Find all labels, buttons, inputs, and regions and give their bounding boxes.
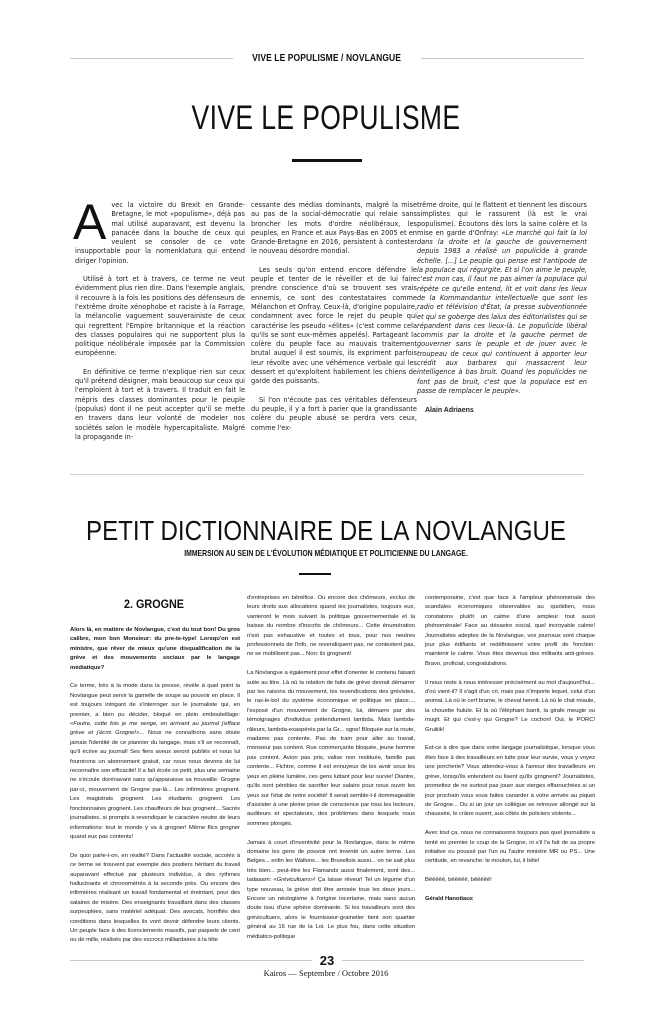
article2-text: Jamais à court d'inventivité pour la Novlangue, dans le même domaine les gens de pouvoir ont inventé un autre terme. Les Belges... enfin les Wallons... les Bruxellois aussi... on ne sait plus très bien... peut-être les Flamands aussi finalement, sont des... tadaaam:	[247, 839, 415, 884]
footer-rule-left	[70, 960, 312, 961]
article2-paragraph: d'entreprises en bénéfice. Ou encore des chômeurs, exclus de leurs droits aux allocations quand les journalistes, toujours eux, vanteront le mois suivant la politique gouvernementale et la baisse du nombre d'inscrits de chômeurs... Cette énumération n'est pas exhaustive et toutes et tous, pour nos neutres professionnels de l'info, ne revendiquent pas, ne contestent pas, ne se mobilisent pas... Non: ils grognent!	[247, 595, 415, 658]
article1-paragraph: cessante des médias dominants, malgré la mise au pas de la social-démocratie qui relaie sans broncher les mots d'ordre néolibéraux, les peuples, en France et aux Pays-Bas en 2005 et en Grande-Bretagne en 2016, persistent à contester le nouveau désordre mondial.	[251, 201, 417, 256]
kicker-label: VIVE LE POPULISME / NOVLANGUE	[252, 52, 402, 64]
article1-column-2	[251, 201, 417, 442]
article-title: VIVE LE POPULISME	[191, 99, 461, 137]
article2-column-1	[70, 626, 240, 955]
article2-text: ! Ça laisse rêveur! Tel un légume d'un type nouveau, la grève doit être arrosée tous les deux jours... Encore un néologisme à l'origine incertaine, mais sans aucun doute issu d'une sphère dominante. Si les travailleurs sont des grévicultuers, alors le fournisseur-grainetier tient son quartier général au 16 rue de la Loi. Le plus fou, dans cette situation médiatico-politique	[247, 877, 415, 940]
article2-lead: Alors là, en matière de Novlangue, c'est du tout bon! Du gros calibre, mon bon Monsieur: du pre-te-type! Lorsqu'on est ministre, que rêver de mieux qu'une disqualification de la grève et des mouvements sociaux par le langage médiatique?	[70, 627, 240, 671]
article1-column-1	[73, 194, 245, 451]
page-number: 23	[319, 952, 335, 968]
drop-cap: A	[73, 194, 107, 250]
footer-rule	[70, 952, 584, 968]
article1-paragraph: Les seuls qu'on entend encore défendre le peuple et tenter de le réveiller et de lui faire prendre conscience d'où se trouvent ses vrais ennemis, ce sont des contestataires comme Mélanchon et Onfray. Ceux-là, d'origine populaire, condamnent avec force le rejet du peuple qui caractérise les pseudo «élites» (c'est comme cela qu'ils se sont eux-mêmes appelés). Partageant la colère du peuple face au mauvais traitement brutal auquel il est soumis, ils expriment parfois leur révolte avec une véhémence verbale qui les dessert et qu'exploitent habilement les chiens de garde des puissants.	[251, 265, 417, 386]
article2-paragraph: Est-ce à dire que dans votre langage journalistique, lorsque vous êtes face à des travailleurs en lutte pour leur survie, vous y voyez une porcherie? Vous attendez-vous à l'amour des travailleurs en grève, lorsqu'ils entendent ou lisent qu'ils grognent? Journalistes, promettez de ne surtout pas jouer aux vierges effarouchées si un jour prochain vous vous faites canarder à votre arrivée au piquet de Grogne... Ou si un jour un collègue se retrouve allongé sur la chaussée, le crâne ouvert, aux côtés de policiers violents...	[425, 745, 595, 818]
article2-paragraph: De quoi parle-t-on, en réalité? Dans l'actualité sociale, accolés à ce terme se trouvent par exemple des postiers héritant du travail auparavant effectué par plusieurs individus, à des rythmes hallucinants et chronométrés à la seconde près. Ou encore des infirmières réalisant un travail fondamental et éreintant, pour des salaires de misère. Des enseignants travaillant dans des classes surpeuplées, sans matériel adéquat. Des avocats, horrifiés des conditions dans lesquelles ils vont devoir défendre leurs clients. Un peuple face à des licenciements massifs, par paquets de cent ou de mille, réalisés par des escrocs milliardaires à la tête	[70, 852, 240, 944]
article-divider	[70, 474, 584, 475]
issue-line: Kairos — Septembre / Octobre 2016	[263, 968, 389, 978]
onfray-quote: «Le marché qui fait la loi dans la droite et la gauche de gouvernement depuis 1983 a réalisé un populicide à grande échelle. [...] Le peuple qui pense est l'antipode de la populace qui régurgite. Et si l'on aime le peuple, c'est mon cas, il faut ne pas aimer la populace qui répète ce qu'elle entend, lit et voit dans les lieux de la Kommandantur intellectuelle que sont les radio et télévision d'État, la presse subventionnée et qui se goberge des laïus des éditorialistes qui se répandent dans ces lieux-là. Le populicide libéral commis par la droite et la gauche permet de gouverner sans le peuple et de jouer avec le troupeau de ceux qui continuent à apporter leur crédit aux barbares qui massacrent leur intelligence à bas bruit. Quand les populicides ne font pas de bruit, c'est que la populace est en passe de remplacer le peuple».	[417, 228, 587, 395]
article1-paragraph: En définitive ce terme n'explique rien sur ceux qu'il prétend désigner, mais beaucoup sur ceux qui l'emploient à tort et à travers. Il traduit en fait le mépris des classes dominantes pour le peuple (populus) dont il ne peut accepter qu'il se mette en travers dans leur volonté de modeler nos sociétés selon le modèle hypercapitaliste. Malgré la propagande in-	[75, 367, 245, 441]
article2-column-2	[247, 594, 415, 951]
article1-paragraph: Si l'on n'écoute pas ces véritables défenseurs du peuple, il y a fort à parier que la grandissante colère du peuple abusé se perdra vers ceux, comme l'ex-	[251, 395, 417, 432]
article2-title: PETIT DICTIONNAIRE DE LA NOVLANGUE	[86, 515, 566, 546]
footer-rule-right	[342, 960, 584, 961]
entry-heading: 2. GROGNE	[124, 597, 185, 611]
article2-text: Ce terme, très à la mode dans la presse, révèle à quel point la Novlangue peut servir la gamelle de soupe au pouvoir en place. Il est toujours intrigant de s'interroger sur le journaliste qui, en premier, a bien pu décider, bloqué en plein embouteillage:	[70, 683, 240, 718]
article2-quote: «Grévicultuers»	[273, 877, 314, 884]
article2-paragraph: La Novlangue a également pour effet d'orienter le contenu faisant suite au titre. Là où la relation de faits de grève devrait démarrer par les raisons du mouvement, les revendications des grévistes, le ras-le-bol du système économique et politique en place..., l'exposé d'un mouvement de Grogne, lui, démarre par des témoignages d'individus prétendument lambda. Mais lambda-râleurs, lambda-exaspérés par la Gr... ogne! Bloquée sur la route, madame pas contente. Pas de train pour aller au travail, monsieur pas content. Rue commerçante bloquée, jeune homme pas content. Avion pas pris, valise non restituée, famille pas contente... Fichtre, comme il est ennuyeux de les avoir sous les yeux en pleine lumière, ces gens luttant pour leur survie! Diantre, qu'ils sont pénibles de sacrifier leur salaire pour nous ouvrir les yeux sur l'état de notre société! Il serait semble-t-il dommageable d'assister à une pleine prise de conscience par tous les lecteurs, auditeurs et spectateurs, des problèmes dans lesquels nous sommes plongés.	[247, 670, 415, 827]
title-underline	[292, 159, 362, 162]
article2-quote: «Foutre, cette fois je me venge, en arrivant au journal j'efface grève et j'écris Grogne!»	[70, 721, 240, 737]
kicker-rule-left	[70, 58, 233, 59]
article2-underline	[299, 573, 331, 575]
section-kicker	[70, 51, 584, 65]
article1-paragraph: Utilisé à tort et à travers, ce terme ne veut évidemment plus rien dire. Dans l'exemple anglais, il recouvre à la fois les positions des défenseurs de l'extrême droite xénophobe et raciste à la Farrage, la mélancolie vaguement souverainiste de ceux qui regrettent l'Empire britannique et la réaction des classes populaires qui ne supportent plus la politique néolibérale imposée par la Commission européenne.	[75, 275, 245, 358]
article1-column-3	[417, 201, 587, 416]
article2-author: Gérald Hanotiaux	[425, 895, 473, 902]
kicker-rule-right	[421, 58, 584, 59]
article2-paragraph: Avec tout ça, nous ne connaissons toujours pas quel journaliste a tenté en premier le coup de la Grogne, ni s'il l'a fait de sa propre initiative ou poussé par l'un ou l'autre ministre MR ou PS... Une certitude, en revanche: le mouton, lui, il bêle!	[425, 830, 595, 865]
article2-paragraph: Il nous reste à nous intéresser précisément au mot d'aujourd'hui... d'où vient-il? Il s'agit d'un cri, mais pas n'importe lequel, celui d'un animal. Là où le cerf brame, le cheval hennit. Là où le chat miaule, la chouette hulule. Et là où l'éléphant barrit, la girafe meugle ou mugit. Et qui c'est-y qui Grogne? Le cochon! Oui, le PORC! Gruiiiik!	[425, 679, 595, 733]
article2-subtitle: IMMERSION AU SEIN DE L'ÉVOLUTION MÉDIATIQUE ET POLITICIENNE DU LANGAGE.	[184, 548, 468, 558]
article1-paragraph: trême droite, qui le flattent et tiennent les discours simplistes qui le rassurent (là est le vrai populisme). Écoutons dès lors la saine colère et la mise en garde d'Onfray:	[417, 201, 587, 237]
article2-paragraph: contemporaine, c'est que face à l'ampleur phénoménale des scandales économiques observables au quotidien, nous constatons plutôt un calme d'une ampleur tout aussi phénoménale! Face au désastre social, quel incroyable calme! Journalistes adeptes de la Novlangue, vos journaux sont chaque jour plus édifiants et redéfinissent votre profil de fonction: maintenir le calme. Vous êtes devenus des militants anti-grèves. Bravo, proficiat, congratulations.	[425, 595, 595, 667]
article1-author: Alain Adriaens	[425, 407, 474, 415]
article2-paragraph: Bêêêêê, bêêêêê, bêêêêê!	[425, 877, 492, 884]
article2-column-3	[425, 594, 595, 914]
article1-paragraph: vec la victoire du Brexit en Grande-Bretagne, le mot «populisme», déjà pas mal utilisé auparavant, est devenu la panacée dans la bouche de ceux qui veulent se consoler de ce vote insupportable pour la nomenklatura qui entend diriger l'opinion.	[75, 201, 245, 265]
article2-text: ... Nous ne connaîtrons sans doute jamais l'identité de ce plannier du langage, mais s'il se reconnaît, qu'il écrive au journal! Ses fiers aveux seront publiés et nous lui fournirons un abonnement gratuit, car nous nous devons de lui reconnaître son efficacité! Il a fait école ce petit, plus une semaine ne s'écoule dorénavant sans qu'apparaisse sa trouvaille: Grogne par-ci, mouvement de Grogne par-là... Les infirmières grognent. Les magistrats grognent. Les étudiants grognent. Les fonctionnaires grognent. Les chauffeurs de bus grognent... Sacrés journalistes, si prompts à revendiquer le caractère neutre de leurs informations: tout le monde y va à grogner! Même flics grogner quand eux pas contents!	[70, 730, 240, 840]
